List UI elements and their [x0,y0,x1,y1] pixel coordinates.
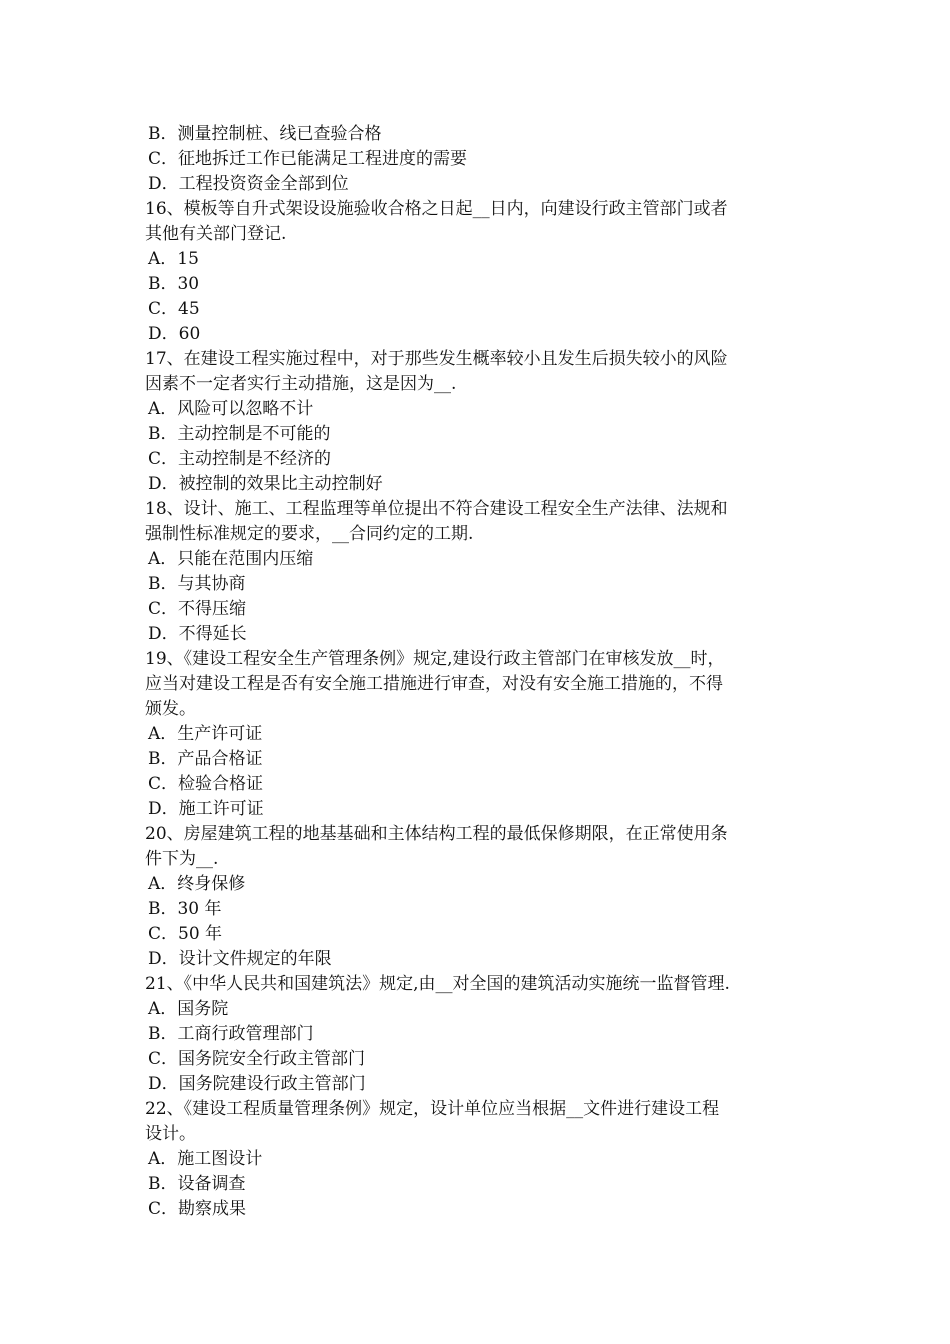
question-text-line: 应当对建设工程是否有安全施工措施进行审查，对没有安全施工措施的，不得 [145,674,723,694]
answer-option-line: B．30 [148,274,200,294]
question-text-line: 强制性标准规定的要求，__合同约定的工期. [145,524,474,544]
question-text-line: 17、在建设工程实施过程中，对于那些发生概率较小且发生后损失较小的风险 [145,349,728,369]
document-page [145,122,810,1222]
question-text-line: 其他有关部门登记. [145,224,287,244]
answer-option-line: D．不得延长 [148,624,247,644]
answer-option-line: B．产品合格证 [148,749,263,769]
answer-option-line: B．设备调查 [148,1174,246,1194]
answer-option-line: B．30 年 [148,899,222,919]
question-text-line: 20、房屋建筑工程的地基基础和主体结构工程的最低保修期限，在正常使用条 [145,824,728,844]
answer-option-line: D．被控制的效果比主动控制好 [148,474,383,494]
answer-option-line: A．施工图设计 [148,1149,263,1169]
answer-option-line: B．主动控制是不可能的 [148,424,331,444]
answer-option-line: A．风险可以忽略不计 [148,399,314,419]
answer-option-line: C．勘察成果 [148,1199,247,1219]
answer-option-line: A．只能在范围内压缩 [148,549,314,569]
answer-option-line: A．生产许可证 [148,724,263,744]
answer-option-line: D．施工许可证 [148,799,264,819]
answer-option-line: C．主动控制是不经济的 [148,449,332,469]
answer-option-line: D．60 [148,324,201,344]
question-text-line: 19、《建设工程安全生产管理条例》规定,建设行政主管部门在审核发放__时， [145,649,725,669]
answer-option-line: C．检验合格证 [148,774,264,794]
answer-option-line: B．与其协商 [148,574,246,594]
answer-option-line: C．50 年 [148,924,223,944]
answer-option-line: C．国务院安全行政主管部门 [148,1049,366,1069]
answer-option-line: B．测量控制桩、线已查验合格 [148,124,382,144]
answer-option-line: C．45 [148,299,200,319]
answer-option-line: D．国务院建设行政主管部门 [148,1074,366,1094]
answer-option-line: D．设计文件规定的年限 [148,949,332,969]
question-text-line: 颁发。 [145,699,196,719]
question-text-line: 22、《建设工程质量管理条例》规定，设计单位应当根据__文件进行建设工程 [145,1099,720,1119]
question-text-line: 21、《中华人民共和国建筑法》规定,由__对全国的建筑活动实施统一监督管理. [145,974,730,994]
question-text-line: 设计。 [145,1124,196,1144]
answer-option-line: A．国务院 [148,999,229,1019]
answer-option-line: A．15 [148,249,199,269]
question-text-line: 18、设计、施工、工程监理等单位提出不符合建设工程安全生产法律、法规和 [145,499,728,519]
question-text-line: 16、模板等自升式架设设施验收合格之日起__日内，向建设行政主管部门或者 [145,199,728,219]
answer-option-line: A．终身保修 [148,874,246,894]
question-text-line: 因素不一定者实行主动措施，这是因为__. [145,374,457,394]
answer-option-line: B．工商行政管理部门 [148,1024,314,1044]
answer-option-line: C．征地拆迁工作已能满足工程进度的需要 [148,149,468,169]
answer-option-line: D．工程投资资金全部到位 [148,174,349,194]
question-text-line: 件下为__. [145,849,219,869]
answer-option-line: C．不得压缩 [148,599,247,619]
